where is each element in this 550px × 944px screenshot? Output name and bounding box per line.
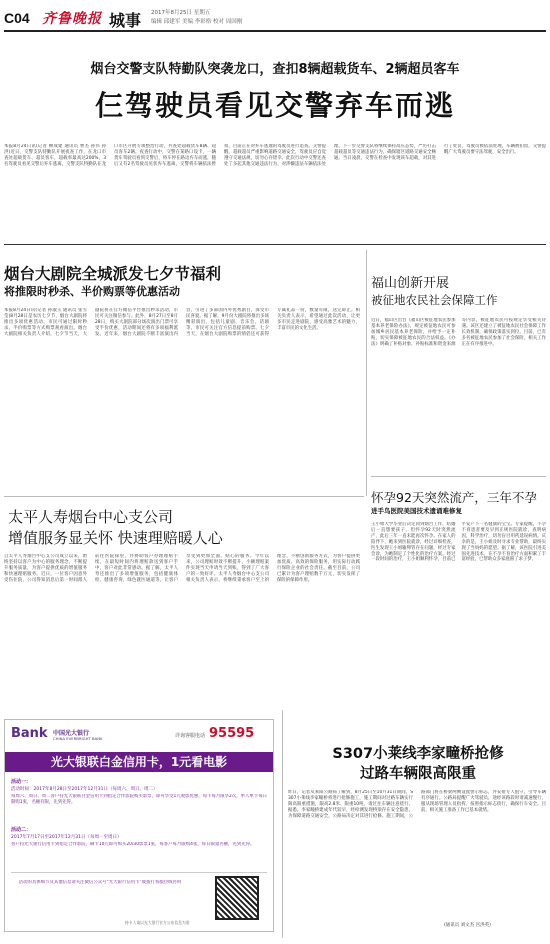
activity1-date: 活动时间：2017年8月28日至2017年12月31日（每周六、周日、周二）: [11, 787, 158, 792]
newspaper-logo: 齐鲁晚报: [42, 11, 102, 27]
activity2-body: 客户持光大银行信用卡到指定合作影院，刷卡10元即可购买20/30影票1张，每客户每月限购4张，每日限量名额，先到先得。: [11, 842, 255, 847]
column-rule: [366, 250, 367, 496]
story5-body: 自太平人寿烟台中心支公司成立以来，始终坚持以客户为中心的服务理念，不断提升服务质量，为客户提供优质的增值服务和快速理赔服务。近日，一位客户因意外受伤住院，公司得知消息后第一时间派人前往医院探望，并协助客户办理理赔手续，在最短时间内将理赔款送到客户手中，客户对此非常感动。据了解，太平人寿还推出了多项增值服务，包括健康体检、健康咨询、绿色就医通道等，让客户享受到更加全面、贴心的服务。今年以来，公司理赔时效不断提升，小额理赔案件实现当天申请当天到账，得到了广大客户的一致好评。太平人寿烟台中心支公司相关负责人表示，将继续秉承客户至上的理念，不断创新服务方式，为客户提供更加优质、高效的保险服务，用实际行动践行保险企业的社会责任。截至目前，公司已累计为客户理赔数千万元，切实发挥了保险的保障作用。: [4, 554, 360, 583]
story2-subtitle: 将推限时秒杀、半价购票等优惠活动: [4, 285, 180, 298]
divider: [371, 476, 546, 477]
divider: [4, 496, 364, 497]
story4-headline: 怀孕92天突然流产，三年不孕: [371, 490, 537, 505]
story6-body: 昨日，记者从莱阳公路局了解到，8月25日至10月31日期间，S307小莱线李家疃桥将进行抢修施工，施工期间对过路车辆实行限高限重措施，限高2.8米、限重10吨，请过往车辆注意绕行。据悉，李家疃桥建成年代较早，经检测发现桥梁存在安全隐患，为保障道路交通安全，公路局决定对其进行抢修。施工期间，公路部门将在桥梁两侧设置警示标志，并安排专人值守，引导车辆有序通行。公路局提醒广大驾驶员，途经该路段时请减速慢行，服从现场管理人员指挥，按照指示标志绕行，确保行车安全。目前，相关施工准备工作已基本就绪。: [288, 790, 546, 819]
divider: [4, 244, 546, 245]
bank-name-en: CHINA EVERBRIGHT BANK: [53, 736, 103, 741]
activity2-date: 2017年7月17日至2017年12月31日（每周一至周日）: [11, 835, 122, 840]
story1-body: 本报8月24日讯(记者 柳成建 通讯员 曹杰 孙伟 孙洪)近日，交警支队特勤队开展夜查工作，在龙口市查处超载货车、超员客车，超载率最高达200%，3名驾驶员看见交警后弃车逃离，交警支队特勤队在龙口市区开展专项整治行动，共查处超载货车8辆、超员客车2辆。夜查行动中，交警在某路口设卡，一辆货车驾驶员看到交警后，将车停在路边弃车而逃，随后又有2名驾驶员见状弃车逃离，交警将车辆依法暂扣，目前正在对弃车逃逸的驾驶员进行追查。交警提醒，超载超员严重影响道路交通安全，驾驶员应自觉遵守交通法规，切勿心存侥幸。此次行动中交警还查处了多起其他交通违法行为，对涉嫌违法车辆依法处理，下一步交警支队将继续保持高压态势，严厉打击超载超员等交通违法行为，确保辖区道路交通安全畅通。当日凌晨，交警在检查中发现该车超载，对其进行了处罚，驾驶员被依法处理，车辆被扣留，交警提醒广大驾驶员要守法驾驶，安全出行。: [4, 144, 546, 167]
ad-headline: 光大银联白金信用卡，1元看电影: [5, 752, 273, 772]
bank-logo-icon: Bank: [11, 726, 48, 741]
bank-advertisement[interactable]: [4, 719, 274, 932]
ad-header: [5, 720, 273, 756]
ad-note: 活动的具体细节及其他信息请关注微信公众号“光大银行信用卡”或拨打客服热线咨询: [18, 880, 182, 885]
column-rule: [282, 710, 283, 938]
story6-subhead: 过路车辆限高限重: [360, 766, 476, 782]
qr-code-icon[interactable]: [215, 876, 259, 920]
story1-kicker: 烟台交警支队特勤队突袭龙口，查扣8辆超载货车、2辆超员客车: [90, 62, 460, 77]
hotline-number: 95595: [209, 726, 255, 741]
story5-subhead: 增值服务显关怀 快速理赔暖人心: [8, 529, 223, 547]
bank-name: 中国光大银行: [53, 730, 90, 737]
story5-headline: 太平人寿烟台中心支公司: [8, 508, 174, 526]
editor-line: 编辑 邱建军 美编 李彩格 校对 周国刚: [151, 19, 243, 25]
activity2-label: 活动二：: [11, 827, 32, 833]
story4-subtitle: 进手鸟医院美国技术遗诵难修复: [371, 507, 462, 515]
header-rule: [4, 30, 546, 32]
date-line: 2017年8月25日 星期五: [151, 10, 211, 16]
story2-headline: 烟台大剧院全城派发七夕节福利: [4, 265, 222, 283]
activity1-label: 活动一：: [11, 779, 32, 785]
divider: [11, 872, 267, 873]
hotline-label: 详询客服电话: [175, 733, 206, 739]
story3-subhead: 被征地农民社会保障工作: [371, 293, 498, 307]
story4-body: 王小姐大学毕业后决定回到烟台工作，结婚后一直想要孩子，但怀孕92天时突然流产，此后三年一直未能再次怀孕。在家人的陪伴下，她来到医院就诊，经过详细检查，医生发现王小姐输卵管存在问题，经过专家会诊，为她制定了个性化的治疗方案。经过一段时间的治疗，王小姐顺利怀孕，目前已平安产下一名健康的宝宝。专家提醒，不孕不育患者要及早到正规医院就诊，查明病因，科学治疗，切勿盲目用药延误病情。庆幸的是，王小姐及时寻求专业帮助，最终实现了当妈妈的愿望。据了解，该医院引进美国先进技术，在不孕不育治疗方面积累了丰富经验，已帮助众多家庭圆了求子梦。: [371, 522, 546, 563]
story3-headline: 福山创新开展: [371, 276, 450, 291]
story3-body: 近日，福山区出台《福山区被征地农民参加基本养老保险办法》，规定被征地农民可参加城乡居民基本养老保险，并给予一定补贴，切实保障被征地农民的合法权益。《办法》明确了补贴对象、补贴标准和资金来源等内容，被征地农民可按规定享受相关待遇。该区还建立了被征地农民社会保障工作长效机制，确保政策落实到位。目前，已有多名被征地农民参加了社会保险，相关工作正在有序推进中。: [371, 318, 546, 347]
activity1-body: 每周六、周日、周二客户持光大银联白金信用卡到指定合作影院购买影票，即可享受1元观影优惠，每卡每月限享2次，单人单卡每日限购1张，名额有限，先到先得。: [11, 794, 267, 805]
story1-headline: 仨驾驶员看见交警弃车而逃: [94, 89, 455, 122]
ad-footnote: 持卡人请以光大银行官方公布信息为准: [125, 920, 190, 925]
story6-byline: (通讯员 刘文杰 宫洪英): [444, 923, 491, 928]
story2-body: 本报8月24日讯(记者 孙淑玉 通讯员 张雪莹)8月28日是农历七夕节，烟台大剧院将推出多项优惠活动，市民可通过限时秒杀、半价购票等方式购票观看演出。烟台大剧院相关负责人介绍，七夕节当天，大剧院将在官方微信平台推出秒杀活动，市民可关注微信参与。此外，8月27日至8月28日，购买大剧院部分场次演出门票可享受半价优惠，活动期间还将有多项福利派发。近年来，烟台大剧院不断丰富演出内容，引进了多部国内外优秀剧目，深受市民喜爱。据了解，9月份大剧院将推出多场精彩演出，包括儿童剧、音乐会、话剧等，市民可关注官方信息提前购票。七夕当天，在烟台大剧院购票的情侣还可获得专属礼品一份，数量有限，送完即止。相关负责人表示，希望通过此次活动，让更多市民走进剧院，感受高雅艺术的魅力，丰富市民的文化生活。: [4, 308, 360, 337]
page-number: C04: [4, 10, 30, 26]
story6-headline: S307小莱线李家疃桥抢修: [332, 746, 504, 762]
section-title: 城事: [109, 11, 142, 30]
